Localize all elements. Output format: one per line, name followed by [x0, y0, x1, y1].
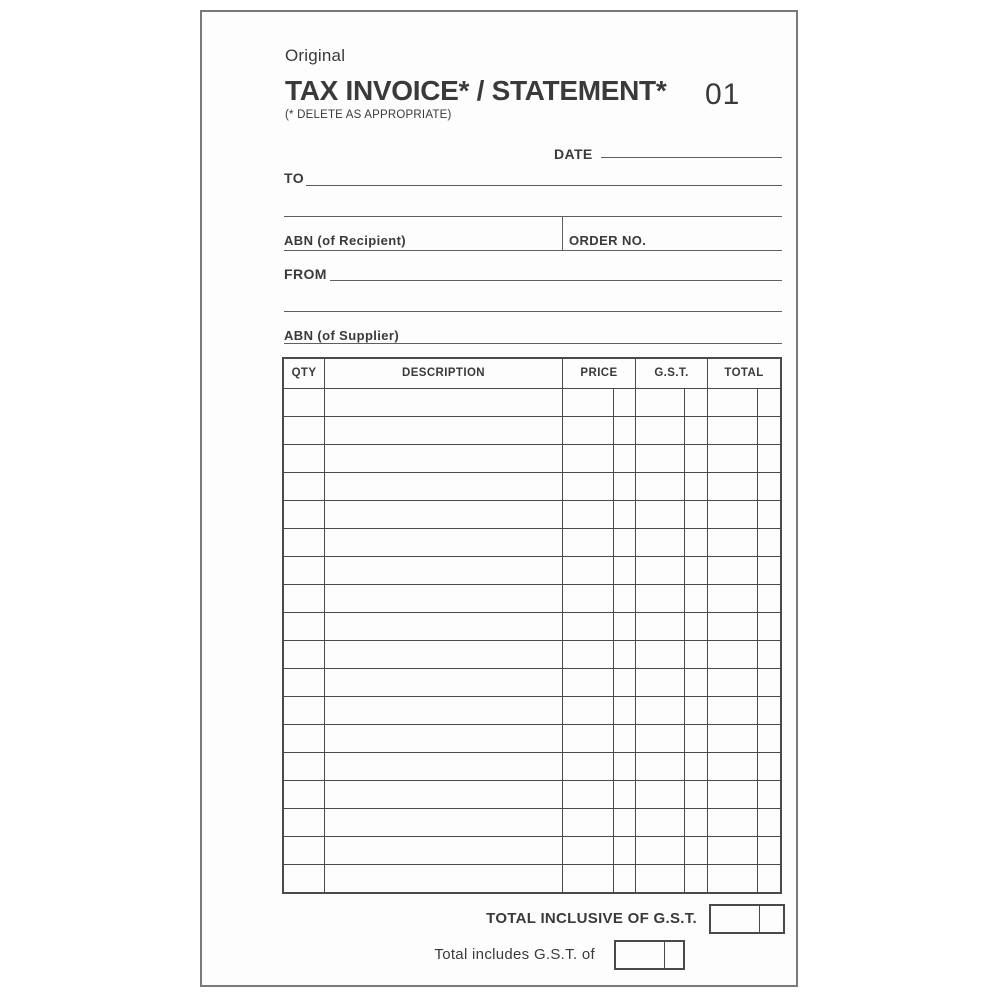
- table-row: [284, 472, 780, 500]
- cell-gst-cents: [685, 445, 708, 472]
- cell-total-dollars: [708, 697, 758, 724]
- cell-description: [325, 669, 563, 696]
- cell-gst-dollars: [636, 865, 685, 892]
- gst-of-box: [614, 940, 685, 970]
- cell-description: [325, 613, 563, 640]
- cell-total-cents: [758, 781, 780, 808]
- cell-total-dollars: [708, 865, 758, 892]
- table-row: [284, 668, 780, 696]
- cell-price-dollars: [563, 641, 614, 668]
- cell-description: [325, 501, 563, 528]
- cell-description: [325, 641, 563, 668]
- cell-price-cents: [614, 641, 636, 668]
- cell-price-dollars: [563, 697, 614, 724]
- cell-price-dollars: [563, 781, 614, 808]
- cell-description: [325, 389, 563, 416]
- cell-total-cents: [758, 865, 780, 892]
- cell-qty: [284, 669, 325, 696]
- date-label: DATE: [554, 146, 593, 162]
- cell-price-cents: [614, 501, 636, 528]
- cell-total-cents: [758, 809, 780, 836]
- cell-description: [325, 837, 563, 864]
- line-items-table: [282, 357, 782, 894]
- cell-price-cents: [614, 529, 636, 556]
- gst-of-label: Total includes G.S.T. of: [434, 946, 595, 963]
- cell-price-cents: [614, 809, 636, 836]
- cell-qty: [284, 781, 325, 808]
- invoice-form-page: [200, 10, 798, 987]
- table-header-total: TOTAL: [724, 367, 764, 380]
- cell-total-cents: [758, 585, 780, 612]
- table-row: [284, 500, 780, 528]
- abn-recipient-field-line: [284, 250, 782, 251]
- cell-price-dollars: [563, 725, 614, 752]
- cell-total-cents: [758, 417, 780, 444]
- copy-type-label: Original: [285, 46, 346, 65]
- cell-total-dollars: [708, 781, 758, 808]
- cell-qty: [284, 389, 325, 416]
- cell-total-dollars: [708, 669, 758, 696]
- cell-qty: [284, 725, 325, 752]
- cell-gst-cents: [685, 753, 708, 780]
- cell-gst-dollars: [636, 445, 685, 472]
- cell-price-dollars: [563, 865, 614, 892]
- cell-qty: [284, 585, 325, 612]
- cell-gst-dollars: [636, 725, 685, 752]
- cell-gst-cents: [685, 529, 708, 556]
- cell-gst-dollars: [636, 557, 685, 584]
- cell-total-cents: [758, 641, 780, 668]
- table-row: [284, 416, 780, 444]
- cell-total-dollars: [708, 585, 758, 612]
- order-no-label: ORDER NO.: [569, 233, 647, 248]
- table-row: [284, 864, 780, 892]
- cell-total-cents: [758, 445, 780, 472]
- cell-price-dollars: [563, 501, 614, 528]
- recipient-order-divider: [562, 217, 563, 251]
- cell-qty: [284, 697, 325, 724]
- cell-total-cents: [758, 613, 780, 640]
- cell-qty: [284, 809, 325, 836]
- cell-total-dollars: [708, 613, 758, 640]
- cell-total-cents: [758, 669, 780, 696]
- cell-gst-cents: [685, 865, 708, 892]
- date-field-line: [601, 143, 782, 158]
- cell-gst-cents: [685, 501, 708, 528]
- cell-total-dollars: [708, 837, 758, 864]
- table-row: [284, 752, 780, 780]
- table-row: [284, 640, 780, 668]
- cell-gst-dollars: [636, 613, 685, 640]
- table-row: [284, 388, 780, 416]
- cell-price-cents: [614, 389, 636, 416]
- cell-gst-cents: [685, 585, 708, 612]
- cell-price-dollars: [563, 445, 614, 472]
- cell-qty: [284, 417, 325, 444]
- cell-price-dollars: [563, 753, 614, 780]
- table-row: [284, 808, 780, 836]
- cell-gst-dollars: [636, 781, 685, 808]
- cell-description: [325, 725, 563, 752]
- form-subtitle: (* DELETE AS APPROPRIATE): [285, 109, 452, 121]
- cell-total-cents: [758, 837, 780, 864]
- cell-gst-dollars: [636, 501, 685, 528]
- total-inclusive-value: [711, 906, 783, 932]
- cell-price-dollars: [563, 613, 614, 640]
- table-header-description: DESCRIPTION: [325, 359, 563, 388]
- cell-total-dollars: [708, 641, 758, 668]
- cell-total-cents: [758, 753, 780, 780]
- cell-price-dollars: [563, 585, 614, 612]
- cell-total-dollars: [708, 389, 758, 416]
- table-header-price: PRICE: [563, 359, 636, 388]
- cell-gst-cents: [685, 557, 708, 584]
- table-row: [284, 780, 780, 808]
- cell-price-dollars: [563, 473, 614, 500]
- cell-price-cents: [614, 473, 636, 500]
- cell-price-cents: [614, 417, 636, 444]
- cell-total-dollars: [708, 809, 758, 836]
- cell-gst-cents: [685, 417, 708, 444]
- cell-gst-dollars: [636, 837, 685, 864]
- cell-price-dollars: [563, 809, 614, 836]
- cell-total-dollars: [708, 753, 758, 780]
- cell-price-cents: [614, 781, 636, 808]
- form-number: 01: [705, 78, 741, 111]
- cell-total-cents: [758, 501, 780, 528]
- cell-price-dollars: [563, 837, 614, 864]
- form-title: TAX INVOICE* / STATEMENT*: [285, 75, 667, 106]
- cell-gst-cents: [685, 725, 708, 752]
- cell-gst-cents: [685, 781, 708, 808]
- table-header-qty: QTY: [284, 359, 325, 388]
- cell-price-dollars: [563, 529, 614, 556]
- cell-gst-dollars: [636, 669, 685, 696]
- cell-price-cents: [614, 669, 636, 696]
- table-row: [284, 584, 780, 612]
- cell-qty: [284, 501, 325, 528]
- cell-gst-dollars: [636, 389, 685, 416]
- cell-price-dollars: [563, 669, 614, 696]
- cell-total-dollars: [708, 501, 758, 528]
- cell-qty: [284, 753, 325, 780]
- cell-total-dollars: [708, 417, 758, 444]
- cell-description: [325, 529, 563, 556]
- cell-qty: [284, 641, 325, 668]
- cell-total-cents: [758, 697, 780, 724]
- table-row: [284, 612, 780, 640]
- cell-description: [325, 809, 563, 836]
- abn-supplier-label: ABN (of Supplier): [284, 328, 400, 343]
- total-inclusive-label: TOTAL INCLUSIVE OF G.S.T.: [486, 910, 697, 927]
- table-row: [284, 724, 780, 752]
- cell-price-cents: [614, 613, 636, 640]
- gst-of-value: [616, 942, 683, 968]
- abn-recipient-label: ABN (of Recipient): [284, 233, 407, 248]
- from-field-line: [330, 266, 782, 281]
- cell-total-cents: [758, 389, 780, 416]
- total-inclusive-box: [709, 904, 785, 934]
- cell-qty: [284, 529, 325, 556]
- cell-price-cents: [614, 697, 636, 724]
- cell-qty: [284, 473, 325, 500]
- cell-gst-cents: [685, 389, 708, 416]
- cell-price-cents: [614, 865, 636, 892]
- cell-price-cents: [614, 753, 636, 780]
- cell-description: [325, 697, 563, 724]
- cell-total-dollars: [708, 445, 758, 472]
- cell-description: [325, 753, 563, 780]
- cell-description: [325, 417, 563, 444]
- cell-qty: [284, 557, 325, 584]
- cell-gst-cents: [685, 669, 708, 696]
- cell-gst-cents: [685, 809, 708, 836]
- to-label: TO: [284, 170, 304, 186]
- cell-gst-dollars: [636, 809, 685, 836]
- cell-total-cents: [758, 529, 780, 556]
- cell-gst-cents: [685, 837, 708, 864]
- cell-total-cents: [758, 473, 780, 500]
- cell-total-dollars: [708, 557, 758, 584]
- cell-price-cents: [614, 445, 636, 472]
- cell-description: [325, 445, 563, 472]
- table-row: [284, 444, 780, 472]
- from-label: FROM: [284, 266, 327, 282]
- cell-total-dollars: [708, 725, 758, 752]
- to-field-line: [306, 171, 782, 186]
- cell-gst-dollars: [636, 697, 685, 724]
- cell-description: [325, 557, 563, 584]
- cell-qty: [284, 865, 325, 892]
- cell-gst-dollars: [636, 529, 685, 556]
- cell-price-dollars: [563, 557, 614, 584]
- cell-description: [325, 473, 563, 500]
- table-header-gst: G.S.T.: [636, 359, 708, 388]
- cell-gst-cents: [685, 473, 708, 500]
- address-line: [284, 216, 782, 217]
- cell-gst-dollars: [636, 473, 685, 500]
- cell-qty: [284, 837, 325, 864]
- cell-total-dollars: [708, 529, 758, 556]
- cell-description: [325, 585, 563, 612]
- cell-gst-cents: [685, 641, 708, 668]
- table-row: [284, 696, 780, 724]
- table-row: [284, 556, 780, 584]
- cell-description: [325, 865, 563, 892]
- cell-total-dollars: [708, 473, 758, 500]
- cell-gst-dollars: [636, 417, 685, 444]
- cell-price-cents: [614, 725, 636, 752]
- cell-gst-cents: [685, 697, 708, 724]
- cell-qty: [284, 613, 325, 640]
- cell-qty: [284, 445, 325, 472]
- cell-price-dollars: [563, 389, 614, 416]
- cell-total-cents: [758, 725, 780, 752]
- cell-price-cents: [614, 837, 636, 864]
- cell-price-cents: [614, 557, 636, 584]
- cell-gst-dollars: [636, 641, 685, 668]
- cell-price-dollars: [563, 417, 614, 444]
- cell-gst-cents: [685, 613, 708, 640]
- cell-gst-dollars: [636, 585, 685, 612]
- abn-supplier-field-line: [284, 343, 782, 344]
- address-line: [284, 311, 782, 312]
- cell-price-cents: [614, 585, 636, 612]
- cell-description: [325, 781, 563, 808]
- table-row: [284, 836, 780, 864]
- cell-total-cents: [758, 557, 780, 584]
- table-header-row: [284, 359, 780, 388]
- table-row: [284, 528, 780, 556]
- cell-gst-dollars: [636, 753, 685, 780]
